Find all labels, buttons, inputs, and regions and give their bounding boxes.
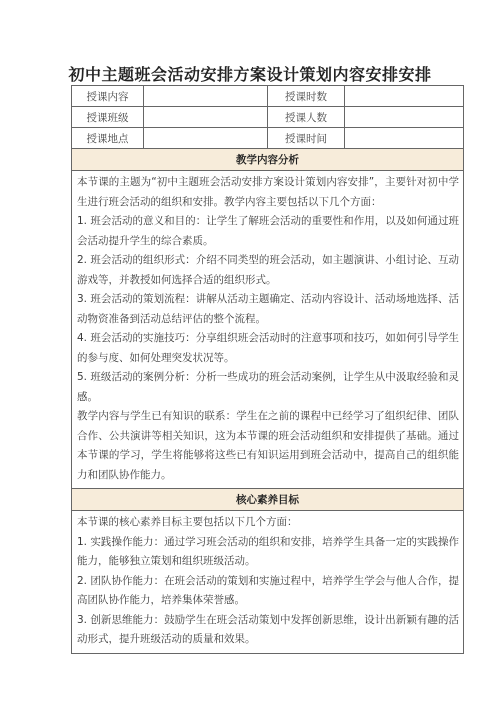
section-heading-analysis: 教学内容分析	[72, 149, 464, 171]
paragraph: 3. 班会活动的策划流程：讲解从活动主题确定、活动内容设计、活动场地选择、活动物资准备到活动总结评估的整个流程。	[77, 293, 459, 325]
section-body-row	[72, 511, 464, 654]
value-hours[interactable]	[345, 86, 464, 107]
value-class[interactable]	[144, 107, 268, 128]
info-row	[72, 86, 464, 107]
section-header-row	[72, 149, 464, 171]
label-content: 授课内容	[72, 86, 144, 107]
section-body-analysis	[72, 171, 464, 489]
paragraph: 本节课的核心素养目标主要包括以下几个方面：	[77, 516, 298, 528]
paragraph: 1. 班会活动的意义和目的：让学生了解班会活动的重要性和作用，以及如何通过班会活动提升学生的综合素质。	[77, 215, 459, 247]
paragraph: 1. 实践操作能力：通过学习班会活动的组织和安排，培养学生具备一定的实践操作能力，能够独立策划和组织班级活动。	[77, 535, 459, 567]
info-row	[72, 128, 464, 149]
paragraph: 教学内容与学生已有知识的联系：学生在之前的课程中已经学习了组织纪律、团队合作、公共演讲等相关知识，这为本节课的班会活动组织和安排提供了基础。通过本节课的学习，学生将能够将这些已有知识运用到班会活动中，提高自己的组织能力和团队协作能力。	[77, 410, 459, 481]
page-title: 初中主题班会活动安排方案设计策划内容安排安排	[68, 65, 432, 84]
section-heading-goals: 核心素养目标	[72, 489, 464, 511]
paragraph: 3. 创新思维能力：鼓励学生在班会活动策划中发挥创新思维，设计出新颖有趣的活动形式，提升班级活动的质量和效果。	[77, 613, 459, 645]
section-body-row	[72, 171, 464, 489]
paragraph: 2. 团队协作能力：在班会活动的策划和实施过程中，培养学生学会与他人合作，提高团队协作能力，培养集体荣誉感。	[77, 574, 459, 606]
paragraph: 2. 班会活动的组织形式：介绍不同类型的班会活动，如主题演讲、小组讨论、互动游戏等，并教授如何选择合适的组织形式。	[77, 254, 459, 286]
paragraph: 4. 班会活动的实施技巧：分享组织班会活动时的注意事项和技巧，如如何引导学生的参与度、如何处理突发状况等。	[77, 332, 459, 364]
paragraph: 5. 班级活动的案例分析：分析一些成功的班会活动案例，让学生从中汲取经验和灵感。	[77, 371, 459, 403]
value-headcount[interactable]	[345, 107, 464, 128]
value-location[interactable]	[144, 128, 268, 149]
section-body-goals	[72, 511, 464, 654]
paragraph: 本节课的主题为“初中主题班会活动安排方案设计策划内容安排”，主要针对初中学生进行班会活动的组织和安排。教学内容主要包括以下几个方面：	[77, 176, 459, 208]
label-time: 授课时间	[268, 128, 345, 149]
value-time[interactable]	[345, 128, 464, 149]
section-header-row	[72, 489, 464, 511]
label-location: 授课地点	[72, 128, 144, 149]
info-row	[72, 107, 464, 128]
label-headcount: 授课人数	[268, 107, 345, 128]
value-content[interactable]	[144, 86, 268, 107]
label-class: 授课班级	[72, 107, 144, 128]
label-hours: 授课时数	[268, 86, 345, 107]
lesson-plan-table	[71, 85, 464, 654]
